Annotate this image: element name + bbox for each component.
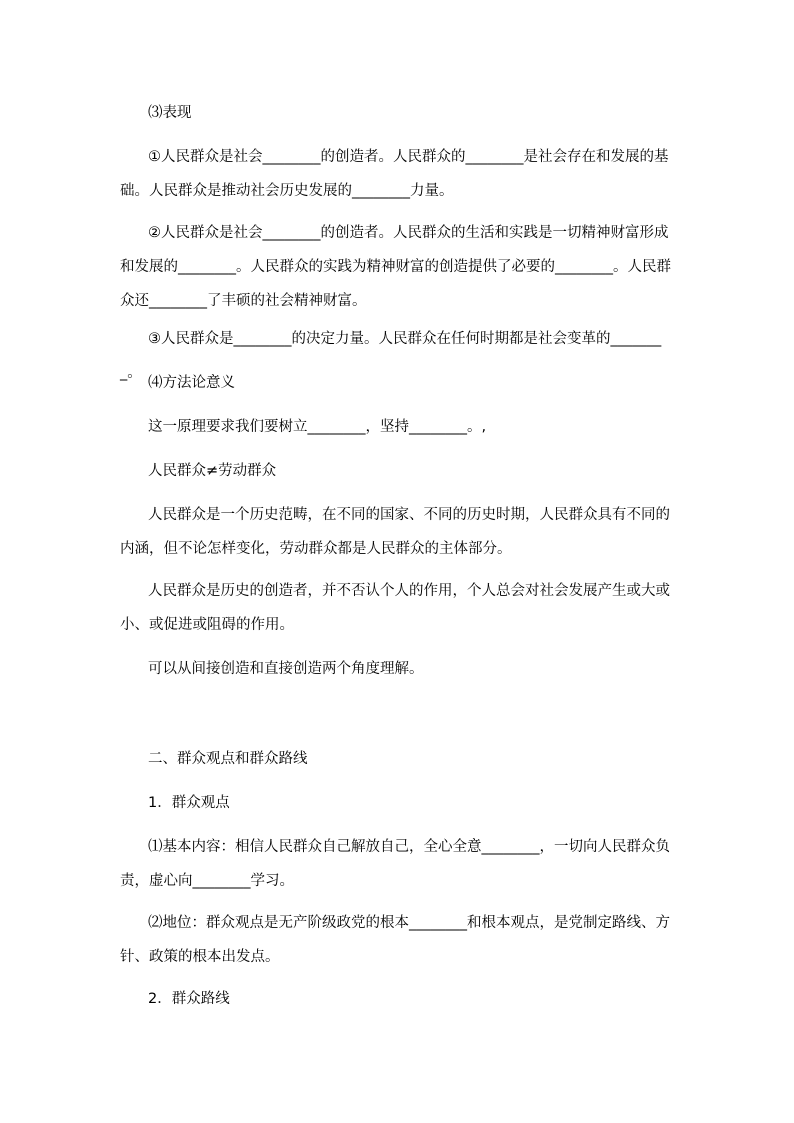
- paragraph-principle-requirement: 这一原理要求我们要树立________，坚持________。,: [148, 419, 487, 435]
- heading-biaoxian: ⑶表现: [148, 105, 192, 121]
- paragraph-status: ⑵地位：群众观点是无产阶级政党的根本________和根本观点，是党制定路线、方针、政策的根本出发点。: [120, 915, 670, 965]
- section-title-mass-viewpoint-line: 二、群众观点和群众路线: [148, 751, 308, 767]
- subsection-mass-line: 2．群众路线: [148, 991, 230, 1007]
- subsection-mass-viewpoint: 1．群众观点: [148, 795, 230, 811]
- paragraph-social-change: ③人民群众是________的决定力量。人民群众在任何时期都是社会变革的________。: [120, 331, 662, 381]
- heading-methodology: ⑷方法论意义: [148, 375, 235, 391]
- note-title-people-vs-workers: 人民群众≠劳动群众: [148, 463, 277, 479]
- note-individual-role: 人民群众是历史的创造者，并不否认个人的作用，个人总会对社会发展产生或大或小、或促进或阻碍的作用。: [120, 583, 670, 633]
- paragraph-spiritual-wealth: ②人民群众是社会________的创造者。人民群众的生活和实践是一切精神财富形成和发展的________。人民群众的实践为精神财富的创造提供了必要的________。人民群众还________了丰硕的社会精神财富。: [120, 225, 671, 309]
- paragraph-basic-content: ⑴基本内容：相信人民群众自己解放自己，全心全意________，一切向人民群众负责，虚心向________学习。: [120, 839, 670, 889]
- paragraph-material-wealth: ①人民群众是社会________的创造者。人民群众的________是社会存在和发展的基础。人民群众是推动社会历史发展的________力量。: [120, 149, 669, 199]
- note-historical-category: 人民群众是一个历史范畴，在不同的国家、不同的历史时期，人民群众具有不同的内涵，但不论怎样变化，劳动群众都是人民群众的主体部分。: [120, 507, 670, 557]
- note-understanding-angles: 可以从间接创造和直接创造两个角度理解。: [148, 661, 424, 677]
